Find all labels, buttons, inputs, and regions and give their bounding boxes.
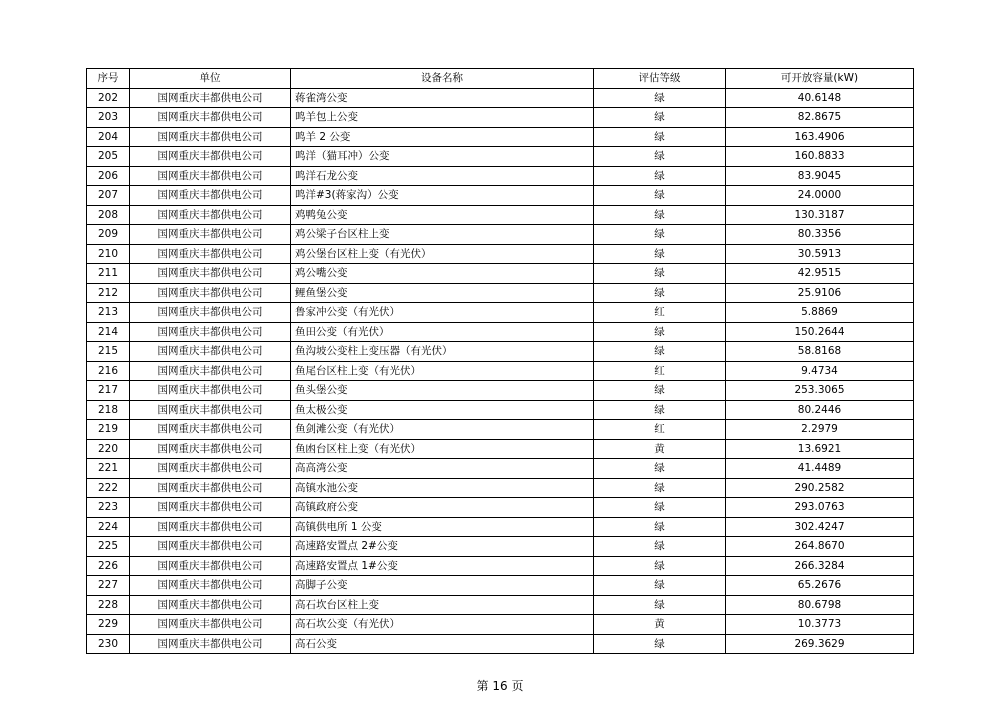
header-rating-level: 评估等级 [594,69,726,89]
rating-level-cell: 红 [594,420,726,440]
header-device-name: 设备名称 [291,69,594,89]
table-row [87,147,914,167]
rating-level-cell: 绿 [594,225,726,245]
table-row [87,595,914,615]
rating-level-cell: 绿 [594,283,726,303]
capacity-cell: 9.4734 [726,361,914,381]
capacity-cell: 80.3356 [726,225,914,245]
serial-cell: 209 [87,225,130,245]
unit-cell: 国网重庆丰都供电公司 [130,615,291,635]
unit-cell: 国网重庆丰都供电公司 [130,186,291,206]
unit-cell: 国网重庆丰都供电公司 [130,264,291,284]
unit-cell: 国网重庆丰都供电公司 [130,381,291,401]
rating-level-cell: 绿 [594,88,726,108]
device-name-cell: 鱼太极公变 [291,400,594,420]
device-name-cell: 鱼凼台区柱上变（有光伏） [291,439,594,459]
serial-cell: 208 [87,205,130,225]
capacity-cell: 266.3284 [726,556,914,576]
unit-cell: 国网重庆丰都供电公司 [130,556,291,576]
table-row [87,615,914,635]
unit-cell: 国网重庆丰都供电公司 [130,225,291,245]
device-name-cell: 高速路安置点 1#公变 [291,556,594,576]
serial-cell: 223 [87,498,130,518]
unit-cell: 国网重庆丰都供电公司 [130,537,291,557]
capacity-cell: 160.8833 [726,147,914,167]
device-name-cell: 高脚子公变 [291,576,594,596]
capacity-cell: 24.0000 [726,186,914,206]
serial-cell: 227 [87,576,130,596]
rating-level-cell: 绿 [594,186,726,206]
unit-cell: 国网重庆丰都供电公司 [130,322,291,342]
serial-cell: 220 [87,439,130,459]
capacity-cell: 13.6921 [726,439,914,459]
rating-level-cell: 绿 [594,166,726,186]
rating-level-cell: 黄 [594,439,726,459]
capacity-cell: 65.2676 [726,576,914,596]
unit-cell: 国网重庆丰都供电公司 [130,205,291,225]
serial-cell: 222 [87,478,130,498]
device-name-cell: 蒋雀湾公变 [291,88,594,108]
unit-cell: 国网重庆丰都供电公司 [130,88,291,108]
rating-level-cell: 绿 [594,498,726,518]
serial-cell: 214 [87,322,130,342]
capacity-cell: 253.3065 [726,381,914,401]
capacity-cell: 290.2582 [726,478,914,498]
table-row [87,439,914,459]
unit-cell: 国网重庆丰都供电公司 [130,498,291,518]
capacity-cell: 269.3629 [726,634,914,654]
device-name-cell: 鸣羊包上公变 [291,108,594,128]
capacity-cell: 82.8675 [726,108,914,128]
table-body [87,88,914,654]
rating-level-cell: 绿 [594,264,726,284]
header-open-capacity: 可开放容量(kW) [726,69,914,89]
rating-level-cell: 绿 [594,537,726,557]
capacity-cell: 293.0763 [726,498,914,518]
unit-cell: 国网重庆丰都供电公司 [130,400,291,420]
device-name-cell: 鸣洋#3(蒋家沟）公变 [291,186,594,206]
unit-cell: 国网重庆丰都供电公司 [130,420,291,440]
device-name-cell: 高镇水池公变 [291,478,594,498]
rating-level-cell: 绿 [594,205,726,225]
table-row [87,88,914,108]
capacity-cell: 5.8869 [726,303,914,323]
table-row [87,517,914,537]
device-name-cell: 高镇政府公变 [291,498,594,518]
rating-level-cell: 绿 [594,147,726,167]
rating-level-cell: 绿 [594,127,726,147]
unit-cell: 国网重庆丰都供电公司 [130,303,291,323]
table-row [87,186,914,206]
device-name-cell: 鲁家冲公变（有光伏） [291,303,594,323]
capacity-table [86,68,914,654]
table-row [87,166,914,186]
device-name-cell: 鸡公梁子台区柱上变 [291,225,594,245]
rating-level-cell: 绿 [594,595,726,615]
table-row [87,459,914,479]
serial-cell: 203 [87,108,130,128]
header-serial: 序号 [87,69,130,89]
rating-level-cell: 绿 [594,556,726,576]
serial-cell: 228 [87,595,130,615]
capacity-cell: 42.9515 [726,264,914,284]
rating-level-cell: 绿 [594,322,726,342]
serial-cell: 229 [87,615,130,635]
table-row [87,264,914,284]
serial-cell: 206 [87,166,130,186]
unit-cell: 国网重庆丰都供电公司 [130,576,291,596]
serial-cell: 205 [87,147,130,167]
rating-level-cell: 绿 [594,381,726,401]
device-name-cell: 鱼头堡公变 [291,381,594,401]
device-name-cell: 鸡鸭兔公变 [291,205,594,225]
table-row [87,244,914,264]
table-row [87,576,914,596]
unit-cell: 国网重庆丰都供电公司 [130,283,291,303]
capacity-cell: 41.4489 [726,459,914,479]
serial-cell: 204 [87,127,130,147]
device-name-cell: 鱼尾台区柱上变（有光伏） [291,361,594,381]
capacity-cell: 302.4247 [726,517,914,537]
unit-cell: 国网重庆丰都供电公司 [130,478,291,498]
unit-cell: 国网重庆丰都供电公司 [130,108,291,128]
serial-cell: 207 [87,186,130,206]
unit-cell: 国网重庆丰都供电公司 [130,634,291,654]
table-row [87,634,914,654]
capacity-cell: 130.3187 [726,205,914,225]
device-name-cell: 鱼剑滩公变（有光伏） [291,420,594,440]
rating-level-cell: 绿 [594,342,726,362]
table-row [87,478,914,498]
table-row [87,400,914,420]
serial-cell: 230 [87,634,130,654]
device-name-cell: 高石坎公变（有光伏） [291,615,594,635]
device-name-cell: 鱼田公变（有光伏） [291,322,594,342]
serial-cell: 219 [87,420,130,440]
rating-level-cell: 绿 [594,108,726,128]
table-row [87,225,914,245]
table-row [87,361,914,381]
device-name-cell: 高高湾公变 [291,459,594,479]
capacity-cell: 80.2446 [726,400,914,420]
header-unit: 单位 [130,69,291,89]
capacity-cell: 2.2979 [726,420,914,440]
capacity-cell: 80.6798 [726,595,914,615]
table-row [87,283,914,303]
unit-cell: 国网重庆丰都供电公司 [130,595,291,615]
unit-cell: 国网重庆丰都供电公司 [130,244,291,264]
table-header-row [87,69,914,89]
unit-cell: 国网重庆丰都供电公司 [130,517,291,537]
unit-cell: 国网重庆丰都供电公司 [130,459,291,479]
capacity-cell: 58.8168 [726,342,914,362]
capacity-cell: 40.6148 [726,88,914,108]
unit-cell: 国网重庆丰都供电公司 [130,166,291,186]
rating-level-cell: 绿 [594,634,726,654]
device-name-cell: 鲤鱼堡公变 [291,283,594,303]
unit-cell: 国网重庆丰都供电公司 [130,147,291,167]
device-name-cell: 高镇供电所 1 公变 [291,517,594,537]
serial-cell: 218 [87,400,130,420]
serial-cell: 210 [87,244,130,264]
device-name-cell: 高石坎台区柱上变 [291,595,594,615]
table-row [87,556,914,576]
serial-cell: 212 [87,283,130,303]
rating-level-cell: 红 [594,361,726,381]
rating-level-cell: 绿 [594,517,726,537]
device-name-cell: 鸣洋（猫耳冲）公变 [291,147,594,167]
unit-cell: 国网重庆丰都供电公司 [130,127,291,147]
rating-level-cell: 绿 [594,459,726,479]
table-row [87,303,914,323]
capacity-cell: 264.8670 [726,537,914,557]
table-row [87,420,914,440]
device-name-cell: 鸣洋石龙公变 [291,166,594,186]
serial-cell: 202 [87,88,130,108]
capacity-cell: 10.3773 [726,615,914,635]
rating-level-cell: 绿 [594,244,726,264]
device-name-cell: 鸡公堡台区柱上变（有光伏） [291,244,594,264]
serial-cell: 221 [87,459,130,479]
unit-cell: 国网重庆丰都供电公司 [130,342,291,362]
serial-cell: 215 [87,342,130,362]
serial-cell: 217 [87,381,130,401]
capacity-cell: 30.5913 [726,244,914,264]
device-name-cell: 鸣羊 2 公变 [291,127,594,147]
page-number: 第 16 页 [476,679,524,693]
capacity-cell: 83.9045 [726,166,914,186]
capacity-cell: 163.4906 [726,127,914,147]
table-row [87,342,914,362]
rating-level-cell: 黄 [594,615,726,635]
serial-cell: 213 [87,303,130,323]
device-name-cell: 鱼沟坡公变柱上变压器（有光伏） [291,342,594,362]
rating-level-cell: 红 [594,303,726,323]
capacity-cell: 25.9106 [726,283,914,303]
table-row [87,108,914,128]
table-row [87,127,914,147]
table-row [87,537,914,557]
unit-cell: 国网重庆丰都供电公司 [130,439,291,459]
table-row [87,381,914,401]
device-name-cell: 鸡公嘴公变 [291,264,594,284]
rating-level-cell: 绿 [594,400,726,420]
rating-level-cell: 绿 [594,576,726,596]
table-row [87,498,914,518]
device-name-cell: 高石公变 [291,634,594,654]
capacity-cell: 150.2644 [726,322,914,342]
serial-cell: 216 [87,361,130,381]
serial-cell: 211 [87,264,130,284]
serial-cell: 226 [87,556,130,576]
serial-cell: 225 [87,537,130,557]
table-row [87,205,914,225]
rating-level-cell: 绿 [594,478,726,498]
serial-cell: 224 [87,517,130,537]
table-row [87,322,914,342]
device-name-cell: 高速路安置点 2#公变 [291,537,594,557]
unit-cell: 国网重庆丰都供电公司 [130,361,291,381]
